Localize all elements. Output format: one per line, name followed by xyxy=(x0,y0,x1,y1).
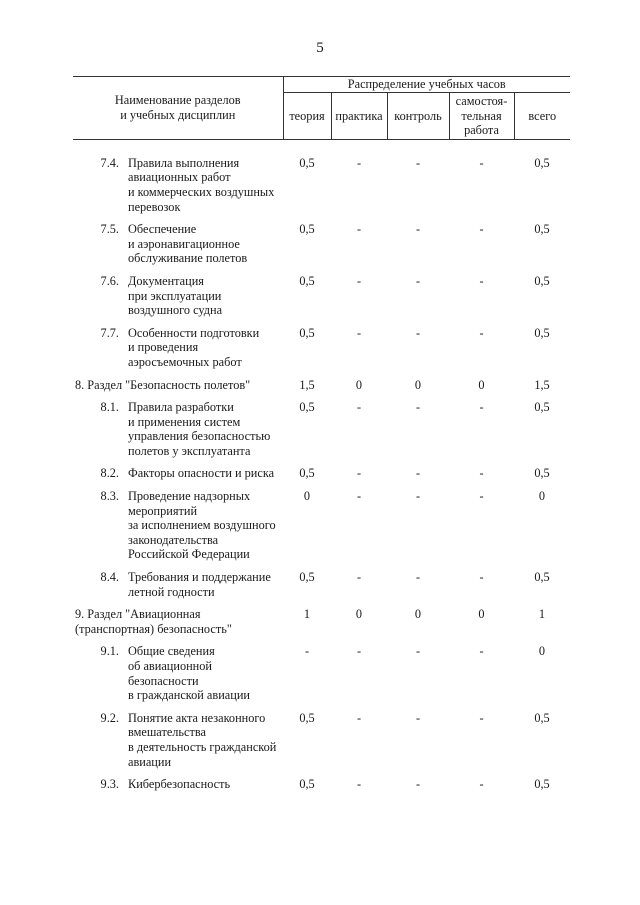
discipline-title-line: безопасности xyxy=(128,673,199,688)
header-control xyxy=(387,93,449,140)
discipline-row xyxy=(73,462,570,485)
discipline-title-line: в гражданской авиации xyxy=(128,688,250,703)
hours-practice: - xyxy=(356,325,362,340)
header-practice-line: практика xyxy=(335,108,383,123)
discipline-title-line: мероприятий xyxy=(128,503,198,518)
hours-self-study: - xyxy=(479,710,484,725)
hours-theory: 0,5 xyxy=(299,400,315,415)
discipline-title-line: об авиационной xyxy=(128,659,212,673)
discipline-number: 8.4. xyxy=(100,570,119,585)
discipline-row xyxy=(73,270,570,322)
discipline-number: 9.2. xyxy=(100,710,119,725)
discipline-row xyxy=(73,566,570,603)
study-hours-table xyxy=(73,76,570,796)
discipline-number: 7.6. xyxy=(100,273,119,288)
header-theory xyxy=(283,93,331,140)
discipline-title-line: Правила разработки xyxy=(128,400,234,415)
hours-self-study: - xyxy=(479,570,484,585)
hours-control: - xyxy=(415,710,421,725)
section-title-line: 9. Раздел "Авиационная xyxy=(75,607,201,622)
header-hours-distribution: Распределение учебных часов xyxy=(283,77,570,93)
discipline-row xyxy=(73,396,570,462)
discipline-row xyxy=(73,152,570,218)
discipline-title-line: в деятельность гражданской xyxy=(128,739,277,754)
hours-total: 0,5 xyxy=(534,400,550,415)
hours-practice: - xyxy=(356,644,362,659)
discipline-title-line: и применения систем xyxy=(128,414,241,429)
header-name-line: и учебных дисциплин xyxy=(120,107,236,122)
hours-theory: - xyxy=(304,644,310,659)
header-self-study xyxy=(449,93,514,140)
discipline-title xyxy=(119,570,283,599)
discipline-title-line: летной годности xyxy=(128,584,215,599)
discipline-cell xyxy=(73,152,283,218)
hours-theory: 0,5 xyxy=(299,570,315,585)
section-title-line: 8. Раздел "Безопасность полетов" xyxy=(75,377,251,392)
hours-self-study: - xyxy=(479,273,484,288)
discipline-number: 7.7. xyxy=(100,325,119,340)
hours-total: 0,5 xyxy=(534,155,550,170)
hours-control: - xyxy=(415,644,421,659)
hours-control: - xyxy=(415,273,421,288)
hours-control: - xyxy=(415,155,421,170)
header-self-study-line: работа xyxy=(464,123,499,138)
header-total-line: всего xyxy=(528,108,557,123)
hours-control: - xyxy=(415,400,421,415)
hours-practice: - xyxy=(356,777,362,792)
discipline-number: 7.5. xyxy=(100,222,119,237)
hours-self-study: - xyxy=(479,325,484,340)
hours-self-study: 0 xyxy=(478,377,485,392)
discipline-cell xyxy=(73,462,283,485)
discipline-title-line: перевозок xyxy=(128,199,181,214)
hours-control: - xyxy=(415,489,421,504)
header-self-study-line: тельная xyxy=(461,108,502,123)
discipline-title-line: Документация xyxy=(128,273,204,288)
hours-theory: 0,5 xyxy=(299,325,315,340)
hours-theory: 1,5 xyxy=(299,377,315,392)
hours-control: - xyxy=(415,325,421,340)
discipline-title-line: Общие сведения xyxy=(128,644,215,659)
discipline-row xyxy=(73,218,570,270)
hours-practice: - xyxy=(356,155,362,170)
discipline-number: 9.1. xyxy=(100,644,119,659)
discipline-cell xyxy=(73,566,283,603)
discipline-row xyxy=(73,485,570,566)
header-name-column xyxy=(73,77,283,140)
hours-control: 0 xyxy=(414,607,422,622)
header-name-line: Наименование разделов xyxy=(114,93,241,108)
hours-control: - xyxy=(415,777,421,792)
discipline-title-line: авиации xyxy=(128,754,172,769)
hours-total: 0,5 xyxy=(534,325,550,340)
hours-control: - xyxy=(415,570,421,585)
hours-theory: 0,5 xyxy=(299,466,315,481)
header-total xyxy=(514,93,570,140)
hours-total: 1 xyxy=(538,607,546,622)
discipline-title-line: Обеспечение xyxy=(128,222,197,237)
discipline-title xyxy=(119,777,283,792)
section-title xyxy=(73,603,283,640)
discipline-title-line: и проведения xyxy=(128,340,199,355)
discipline-number: 9.3. xyxy=(100,777,119,792)
discipline-title xyxy=(119,711,283,769)
discipline-title xyxy=(119,156,283,214)
discipline-title-line: воздушного судна xyxy=(128,303,223,318)
discipline-cell xyxy=(73,218,283,270)
discipline-number: 8.1. xyxy=(100,400,119,415)
hours-theory: 0 xyxy=(303,489,311,504)
discipline-title-line: Факторы опасности и риска xyxy=(128,466,275,481)
hours-self-study: 0 xyxy=(478,607,485,622)
discipline-cell xyxy=(73,270,283,322)
discipline-title xyxy=(119,466,283,481)
hours-theory: 0,5 xyxy=(299,155,315,170)
discipline-title-line: авиационных работ xyxy=(128,170,231,185)
discipline-row xyxy=(73,640,570,706)
discipline-cell xyxy=(73,640,283,706)
discipline-cell xyxy=(73,707,283,773)
discipline-title-line: вмешательства xyxy=(128,725,206,740)
hours-practice: 0 xyxy=(355,377,363,392)
hours-control: - xyxy=(415,466,421,481)
section-row xyxy=(73,603,570,640)
hours-self-study: - xyxy=(479,466,484,481)
discipline-title xyxy=(119,489,283,562)
hours-practice: - xyxy=(356,489,362,504)
discipline-title xyxy=(119,274,283,318)
hours-theory: 0,5 xyxy=(299,222,315,237)
hours-theory: 0,5 xyxy=(299,777,315,792)
discipline-row xyxy=(73,773,570,796)
hours-theory: 0,5 xyxy=(299,273,315,288)
discipline-number: 7.4. xyxy=(100,155,119,170)
discipline-title xyxy=(119,400,283,458)
discipline-row xyxy=(73,707,570,773)
hours-total: 0 xyxy=(538,489,546,504)
discipline-cell xyxy=(73,322,283,374)
discipline-number: 8.3. xyxy=(100,489,119,504)
hours-practice: - xyxy=(356,570,362,585)
discipline-title-line: Кибербезопасность xyxy=(128,777,231,792)
section-title xyxy=(73,374,283,397)
hours-practice: - xyxy=(356,466,362,481)
hours-practice: - xyxy=(356,222,362,237)
discipline-title-line: законодательства xyxy=(128,532,219,547)
discipline-title-line: и аэронавигационное xyxy=(128,236,240,251)
header-practice xyxy=(331,93,387,140)
discipline-title-line: полетов у эксплуатанта xyxy=(128,443,251,458)
discipline-title xyxy=(119,222,283,266)
hours-total: 0,5 xyxy=(534,710,550,725)
discipline-title-line: Требования и поддержание xyxy=(128,570,271,585)
header-control-line: контроль xyxy=(394,108,442,123)
hours-practice: - xyxy=(356,400,362,415)
hours-self-study: - xyxy=(479,489,484,504)
discipline-title xyxy=(119,326,283,370)
discipline-title-line: Правила выполнения xyxy=(128,155,240,170)
section-title-line: (транспортная) безопасность" xyxy=(75,621,232,636)
hours-self-study: - xyxy=(479,644,484,659)
hours-self-study: - xyxy=(479,155,484,170)
section-row xyxy=(73,374,570,397)
hours-practice: 0 xyxy=(355,607,363,622)
header-self-study-line: самостоя- xyxy=(455,94,508,108)
header-theory-line: теория xyxy=(289,108,325,123)
hours-total: 0,5 xyxy=(534,570,550,585)
discipline-title-line: Особенности подготовки xyxy=(128,325,260,340)
hours-control: - xyxy=(415,222,421,237)
hours-total: 0,5 xyxy=(534,273,550,288)
discipline-cell xyxy=(73,485,283,566)
hours-control: 0 xyxy=(414,377,422,392)
discipline-cell xyxy=(73,773,283,796)
hours-total: 0 xyxy=(538,644,546,659)
hours-theory: 0,5 xyxy=(299,710,315,725)
hours-practice: - xyxy=(356,710,362,725)
discipline-title-line: аэросъемочных работ xyxy=(128,354,242,369)
hours-total: 1,5 xyxy=(534,377,550,392)
hours-self-study: - xyxy=(479,777,484,792)
discipline-title-line: обслуживание полетов xyxy=(128,251,248,266)
hours-practice: - xyxy=(356,273,362,288)
discipline-title xyxy=(119,644,283,702)
discipline-title-line: управления безопасностью xyxy=(128,429,271,444)
page-number: 5 xyxy=(316,40,324,56)
discipline-cell xyxy=(73,396,283,462)
hours-total: 0,5 xyxy=(534,466,550,481)
discipline-title-line: за исполнением воздушного xyxy=(128,518,276,533)
discipline-title-line: Понятие акта незаконного xyxy=(128,710,266,725)
hours-total: 0,5 xyxy=(534,222,550,237)
discipline-title-line: Проведение надзорных xyxy=(128,489,251,504)
discipline-title-line: при эксплуатации xyxy=(128,288,222,303)
discipline-title-line: Российской Федерации xyxy=(128,547,250,562)
hours-self-study: - xyxy=(479,400,484,415)
discipline-number: 8.2. xyxy=(100,466,119,481)
discipline-row xyxy=(73,322,570,374)
hours-self-study: - xyxy=(479,222,484,237)
hours-total: 0,5 xyxy=(534,777,550,792)
hours-theory: 1 xyxy=(303,607,311,622)
discipline-title-line: и коммерческих воздушных xyxy=(128,184,275,199)
